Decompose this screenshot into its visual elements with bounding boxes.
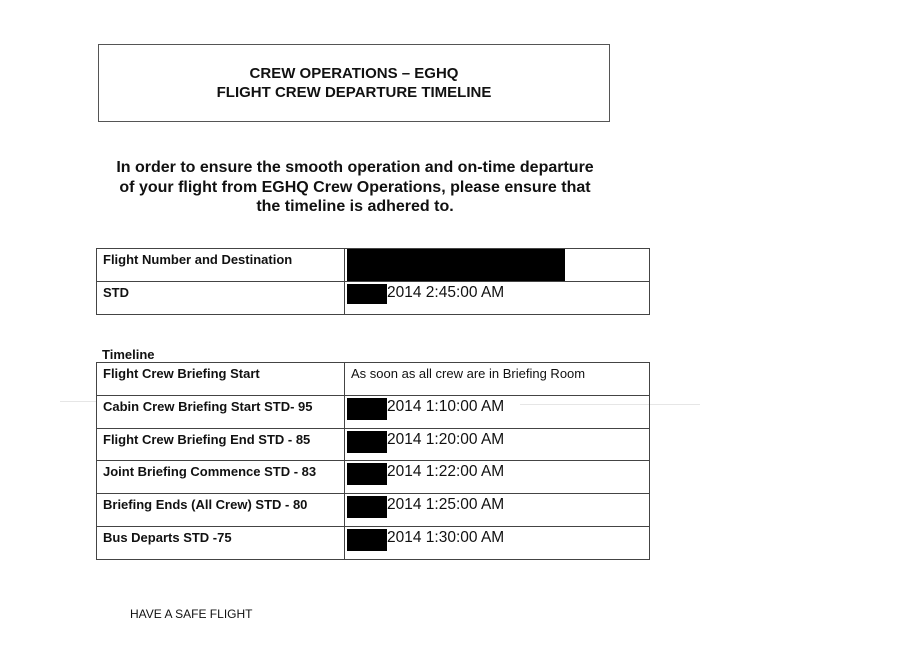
- std-value: 2014 2:45:00 AM: [387, 284, 505, 301]
- std-label: STD: [97, 282, 345, 315]
- flight-info-table: [96, 248, 650, 315]
- timeline-value-cell: [345, 395, 650, 428]
- table-row: [97, 363, 650, 396]
- std-value-cell: [345, 282, 650, 315]
- timeline-value: 2014 1:20:00 AM: [387, 430, 505, 448]
- timeline-value-cell: [345, 494, 650, 527]
- intro-line1: In order to ensure the smooth operation and on-time departure: [116, 159, 594, 176]
- timeline-label: Flight Crew Briefing End STD - 85: [97, 428, 345, 461]
- table-row: [97, 428, 650, 461]
- table-row: [97, 526, 650, 559]
- redaction-block: [347, 398, 387, 420]
- redaction-block: [347, 529, 387, 551]
- timeline-value: 2014 1:22:00 AM: [387, 463, 505, 481]
- timeline-value: 2014 1:30:00 AM: [387, 528, 505, 546]
- redaction-block: [347, 249, 565, 281]
- table-row-flight-number: [97, 249, 650, 282]
- timeline-label: Bus Departs STD -75: [97, 526, 345, 559]
- timeline-label: Joint Briefing Commence STD - 83: [97, 461, 345, 494]
- document-title-line2: FLIGHT CREW DEPARTURE TIMELINE: [216, 84, 492, 101]
- redaction-block: [347, 284, 387, 304]
- timeline-value-cell: [345, 526, 650, 559]
- timeline-label: Flight Crew Briefing Start: [97, 363, 345, 396]
- document-title-box: [98, 44, 610, 122]
- timeline-table: [96, 362, 650, 560]
- footer-message: HAVE A SAFE FLIGHT: [130, 607, 253, 621]
- flight-number-label: Flight Number and Destination: [97, 249, 345, 282]
- table-row: [97, 494, 650, 527]
- redaction-block: [347, 463, 387, 485]
- timeline-heading: Timeline: [102, 347, 155, 362]
- intro-line3: the timeline is adhered to.: [256, 198, 454, 215]
- scan-artifact: [60, 401, 96, 402]
- table-row-std: [97, 282, 650, 315]
- redaction-block: [347, 431, 387, 453]
- document-title-line1: CREW OPERATIONS – EGHQ: [249, 65, 459, 82]
- timeline-value: 2014 1:25:00 AM: [387, 496, 505, 514]
- table-row: [97, 395, 650, 428]
- flight-number-value: [345, 249, 650, 282]
- timeline-value-cell: [345, 428, 650, 461]
- intro-paragraph: [100, 158, 610, 217]
- table-row: [97, 461, 650, 494]
- redaction-block: [347, 496, 387, 518]
- timeline-value: 2014 1:10:00 AM: [387, 397, 505, 415]
- timeline-value: As soon as all crew are in Briefing Room: [351, 366, 586, 381]
- timeline-value-cell: [345, 363, 650, 396]
- timeline-label: Briefing Ends (All Crew) STD - 80: [97, 494, 345, 527]
- timeline-label: Cabin Crew Briefing Start STD- 95: [97, 395, 345, 428]
- intro-line2: of your flight from EGHQ Crew Operations, please ensure that: [119, 178, 591, 196]
- timeline-value-cell: [345, 461, 650, 494]
